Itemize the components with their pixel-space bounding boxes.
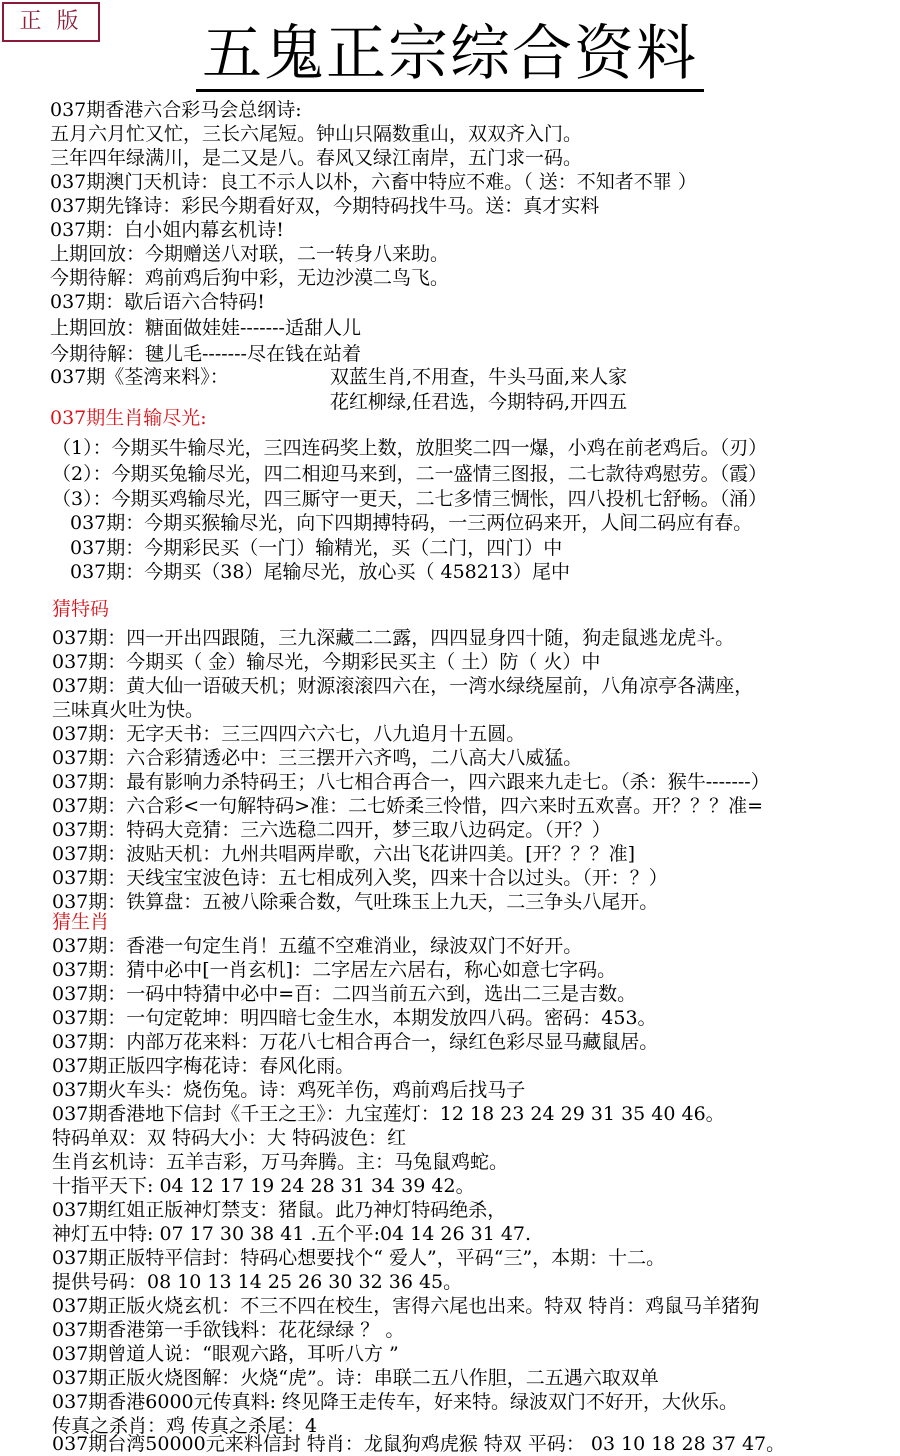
text-line: 037期：歇后语六合特码!	[50, 291, 265, 313]
text-line: 037期火车头：烧伤兔。诗：鸡死羊伤，鸡前鸡后找马子	[52, 1079, 526, 1101]
text-line: 037期：今期买（38）尾输尽光，放心买（ 458213）尾中	[70, 561, 571, 583]
text-line: （3）：今期买鸡输尽光，四三厮守一更天，二七多情三惆怅，四八投机七舒畅。（涌）	[52, 488, 768, 510]
text-line: 037期：最有影响力杀特码王；八七相合再合一，四六跟来九走七。（杀：猴牛-------）	[52, 771, 770, 793]
text-line: 037期澳门天机诗：良工不示人以朴，六畜中特应不难。（ 送：不知者不罪 ）	[50, 171, 697, 193]
section-heading: 猜生肖	[52, 911, 110, 933]
text-line: 037期：四一开出四跟随，三九深藏二二露，四四显身四十随，狗走鼠逃龙虎斗。	[52, 627, 735, 649]
text-line: 037期香港6000元传真料: 终见降王走传车，好来特。绿波双门不好开，大伙乐。	[52, 1391, 739, 1413]
text-line: 037期：六合彩<一句解特码>准：二七娇柔三怜惜，四六来时五欢喜。开？？？准=	[52, 795, 764, 817]
text-line: 037期：一码中特猜中必中=百：二四当前五六到，选出二三是吉数。	[52, 983, 637, 1005]
text-line: 037期：今期买（ 金）输尽光，今期彩民买主（ 土）防（ 火）中	[52, 651, 601, 673]
text-line: 特码单双：双 特码大小：大 特码波色：红	[52, 1127, 407, 1149]
text-line: 037期香港第一手欲钱料：花花绿绿 ？ 。	[52, 1319, 405, 1341]
text-line: 037期正版火烧图解：火烧“虎”。诗：串联二五八作胆，二五遇六取双单	[52, 1367, 659, 1389]
text-line: 双蓝生肖,不用查，牛头马面,来人家	[330, 366, 628, 388]
text-line: 037期：今期彩民买（一门）输精光，买（二门，四门）中	[70, 537, 563, 559]
section-heading: 猜特码	[52, 598, 110, 620]
text-line: 037期：六合彩猜透必中：三三摆开六齐鸣，二八高大八威猛。	[52, 747, 583, 769]
text-line: 037期曾道人说：“眼观六路，耳听八方 ”	[52, 1343, 399, 1365]
text-line: 037期：香港一句定生肖！五蕴不空难消业，绿波双门不好开。	[52, 935, 583, 957]
text-line: 三年四年绿满川，是二又是八。春风又绿江南岸，五门求一码。	[50, 147, 583, 169]
text-line: 037期：白小姐内幕玄机诗!	[50, 219, 284, 241]
version-badge: 正 版	[2, 2, 100, 42]
text-line: 037期红姐正版神灯禁支：猪鼠。此乃神灯特码绝杀，	[52, 1199, 507, 1221]
text-line: 生肖玄机诗：五羊吉彩，万马奔腾。主：马兔鼠鸡蛇。	[52, 1151, 509, 1173]
text-line: 上期回放：糖面做娃娃-------适甜人儿	[50, 317, 361, 339]
text-line: 037期：波贴天机：九州共唱两岸歌，六出飞花讲四美。[开？？？准]	[52, 843, 636, 865]
text-line: 037期：今期买猴输尽光，向下四期搏特码，一三两位码来开，人间二码应有春。	[70, 512, 753, 534]
text-line: 三味真火吐为快。	[52, 699, 205, 721]
page-title	[0, 18, 900, 90]
text-line: （2）：今期买兔输尽光，四二相迎马来到，二一盛情三图报，二七款待鸡慰劳。（霞）	[52, 463, 768, 485]
text-line: 提供号码：08 10 13 14 25 26 30 32 36 45。	[52, 1271, 463, 1293]
section-heading: 037期生肖输尽光:	[50, 407, 207, 429]
text-line: 037期台湾50000元来料信封 特肖：龙鼠狗鸡虎猴 特双 平码： 03 10 18 28 37 47。	[52, 1433, 786, 1455]
text-line: 037期：内部万花来料：万花八七相合再合一，绿红色彩尽显马藏鼠居。	[52, 1031, 659, 1053]
text-line: 037期：无字天书：三三四四六六七，八九追月十五圆。	[52, 723, 526, 745]
text-line: 神灯五中特: 07 17 30 38 41 .五个平:04 14 26 31 47.	[52, 1223, 532, 1245]
text-line: 037期：黄大仙一语破天机；财源滚滚四六在，一湾水绿绕屋前，八角凉亭各满座，	[52, 675, 754, 697]
text-line: 037期《荃湾来料》：	[50, 366, 229, 388]
text-line: 传真之杀肖：鸡 传真之杀尾：4	[52, 1415, 318, 1437]
text-line: 037期：天线宝宝波色诗：五七相成列入奖，四来十合以过头。（开：？）	[52, 867, 668, 889]
page-title-text: 五鬼正宗综合资料	[196, 19, 704, 92]
text-line: 037期正版特平信封：特码心想要找个“ 爱人”，平码“三”，本期：十二。	[52, 1247, 666, 1269]
text-line: 花红柳绿,任君选，今期特码,开四五	[330, 391, 628, 413]
text-line: 五月六月忙又忙，三长六尾短。钟山只隔数重山，双双齐入门。	[50, 123, 583, 145]
text-line: 037期香港六合彩马会总纲诗:	[50, 99, 302, 121]
text-line: 037期先锋诗：彩民今期看好双，今期特码找牛马。送：真才实料	[50, 195, 600, 217]
text-line: 037期：铁算盘：五被八除乘合数，气吐珠玉上九天，二三争头八尾开。	[52, 891, 659, 913]
text-line: 037期：猜中必中[一肖玄机]：二字居左六居右，称心如意七字码。	[52, 959, 617, 981]
text-line: 037期正版火烧玄机：不三不四在校生，害得六尾也出来。特双 特肖：鸡鼠马羊猪狗	[52, 1295, 760, 1317]
text-line: 037期：特码大竞猜：三六选稳二四开，梦三取八边码定。（开？）	[52, 819, 611, 841]
text-line: 上期回放：今期赠送八对联，二一转身八来助。	[50, 243, 450, 265]
text-line: （1）：今期买牛输尽光，三四连码奖上数，放胆奖二四一爆，小鸡在前老鸡后。（刃）	[52, 437, 768, 459]
text-line: 037期正版四字梅花诗：春风化雨。	[52, 1055, 355, 1077]
text-line: 037期香港地下信封《千王之王》：九宝莲灯：12 18 23 24 29 31 35 40 46。	[52, 1103, 725, 1125]
text-line: 037期：一句定乾坤：明四暗七金生水，本期发放四八码。密码：453。	[52, 1007, 657, 1029]
text-line: 十指平天下: 04 12 17 19 24 28 31 34 39 42。	[52, 1175, 475, 1197]
text-line: 今期待解：鸡前鸡后狗中彩，无边沙漠二鸟飞。	[50, 267, 450, 289]
text-line: 今期待解：毽儿毛-------尽在钱在站着	[50, 343, 361, 365]
